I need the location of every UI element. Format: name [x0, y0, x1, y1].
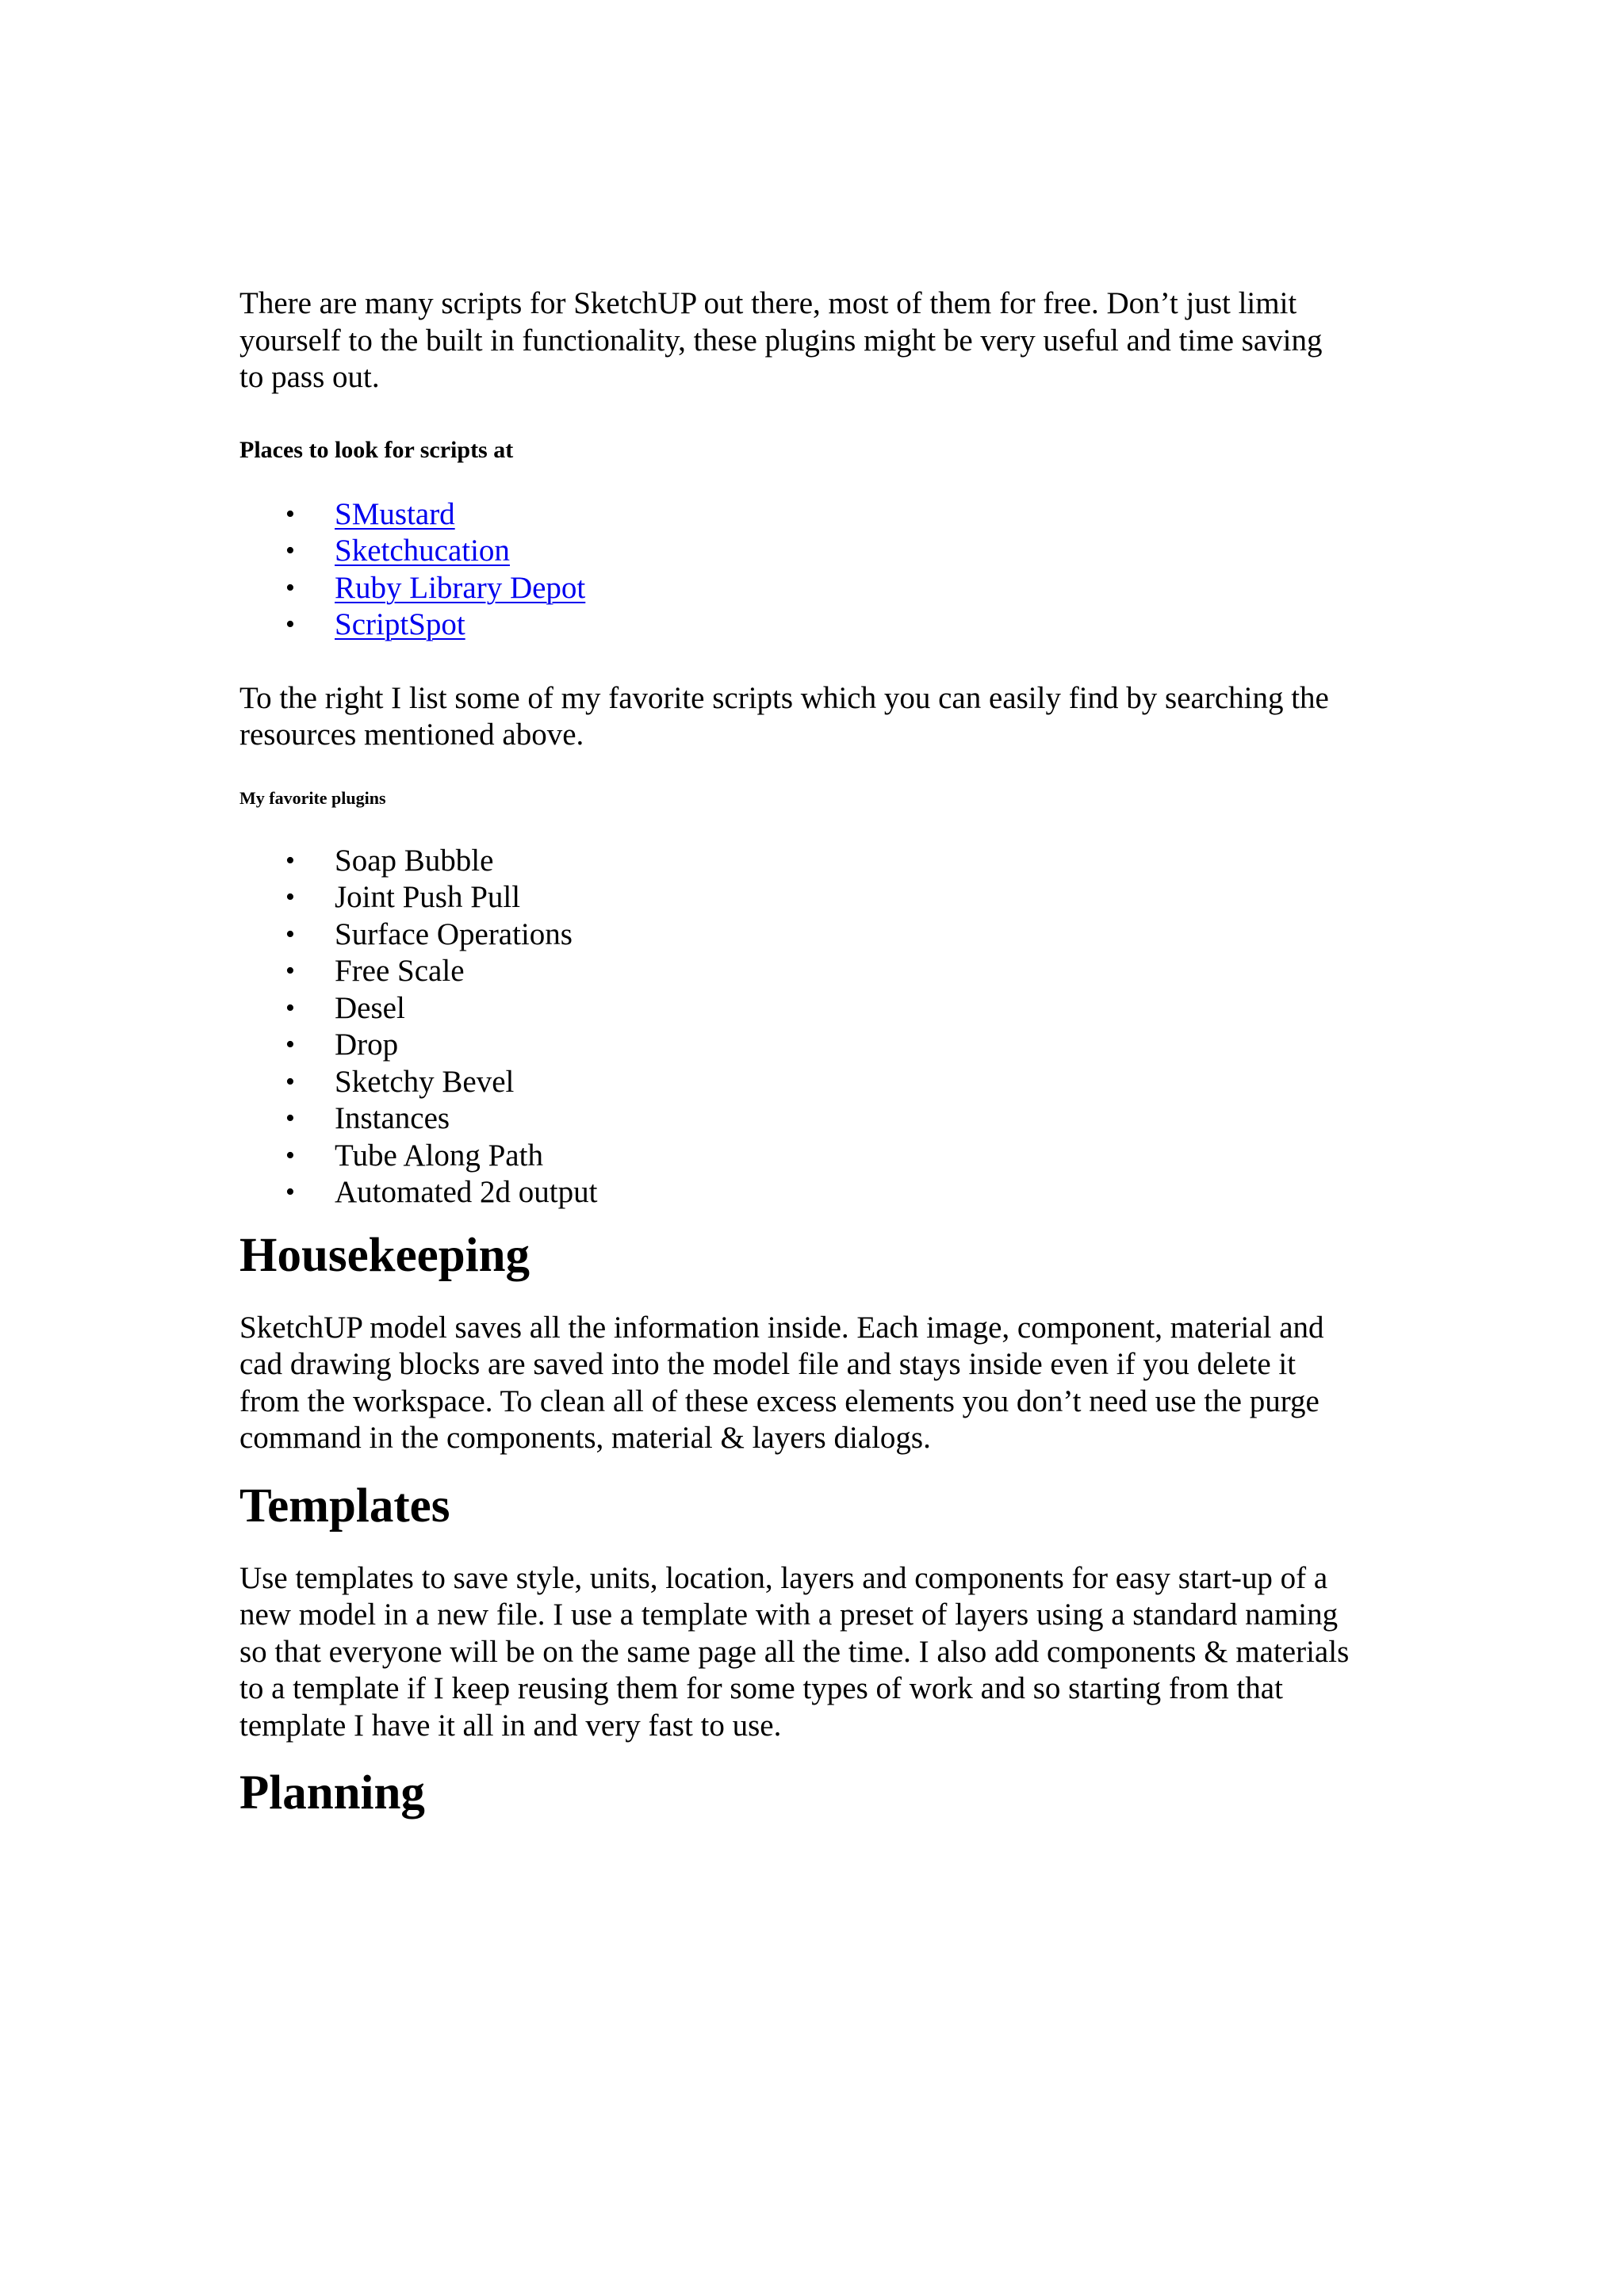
right-note-line: resources mentioned above.	[239, 718, 584, 752]
housekeeping-heading: Housekeeping	[239, 1228, 530, 1282]
link-smustard[interactable]: SMustard	[335, 496, 455, 531]
bullet-icon: •	[285, 572, 295, 603]
list-item	[239, 533, 1413, 570]
housekeeping-line: cad drawing blocks are saved into the model file and stays inside even if you delete it	[239, 1347, 1297, 1381]
housekeeping-paragraph	[239, 1310, 1413, 1457]
list-item	[239, 570, 1413, 607]
templates-line: to a template if I keep reusing them for some types of work and so starting from that	[239, 1671, 1283, 1705]
list-item	[239, 879, 1413, 916]
list-item	[239, 1174, 1413, 1211]
intro-line: There are many scripts for SketchUP out there, most of them for free. Don’t just limit	[239, 286, 1297, 320]
list-item	[239, 916, 1413, 954]
plugin-name: Soap Bubble	[335, 843, 494, 878]
plugin-name: Automated 2d output	[335, 1175, 598, 1209]
intro-paragraph	[239, 285, 1413, 396]
list-item	[239, 607, 1413, 644]
housekeeping-line: from the workspace. To clean all of these excess elements you don’t need use the purge	[239, 1383, 1320, 1418]
plugins-list	[239, 843, 1413, 1211]
plugin-name: Free Scale	[335, 954, 465, 988]
bullet-icon: •	[285, 536, 295, 565]
templates-line: Use templates to save style, units, location, layers and components for easy start-up of a	[239, 1560, 1328, 1595]
templates-line: new model in a new file. I use a template with a preset of layers using a standard naming	[239, 1598, 1339, 1632]
list-item	[239, 953, 1413, 990]
list-item	[239, 496, 1413, 534]
plugin-name: Sketchy Bevel	[335, 1064, 515, 1099]
bullet-icon: •	[285, 1177, 295, 1207]
plugin-name: Instances	[335, 1101, 450, 1135]
list-item	[239, 1138, 1413, 1175]
bullet-icon: •	[285, 610, 295, 639]
bullet-icon: •	[285, 1104, 295, 1133]
templates-paragraph	[239, 1560, 1413, 1745]
plugin-name: Joint Push Pull	[335, 880, 521, 914]
housekeeping-line: command in the components, material & layers dialogs.	[239, 1421, 931, 1455]
right-note-paragraph	[239, 680, 1413, 754]
document-page	[239, 285, 1413, 1822]
bullet-icon: •	[285, 956, 295, 985]
planning-heading: Planning	[239, 1766, 425, 1820]
plugin-name: Surface Operations	[335, 916, 573, 951]
places-heading: Places to look for scripts at	[239, 436, 514, 463]
templates-line: so that everyone will be on the same page all the time. I also add components & materials	[239, 1634, 1350, 1669]
list-item	[239, 990, 1413, 1027]
intro-line: yourself to the built in functionality, these plugins might be very useful and time saving	[239, 323, 1323, 358]
plugins-heading: My favorite plugins	[239, 787, 386, 808]
bullet-icon: •	[285, 919, 295, 949]
right-note-line: To the right I list some of my favorite scripts which you can easily find by searching the	[239, 680, 1329, 715]
list-item	[239, 1064, 1413, 1101]
templates-line: template I have it all in and very fast to use.	[239, 1708, 782, 1743]
bullet-icon: •	[285, 882, 295, 912]
bullet-icon: •	[285, 1140, 295, 1170]
link-sketchucation[interactable]: Sketchucation	[335, 534, 510, 568]
bullet-icon: •	[285, 499, 295, 529]
list-item	[239, 843, 1413, 880]
plugin-name: Desel	[335, 990, 405, 1025]
intro-line: to pass out.	[239, 360, 380, 394]
housekeeping-line: SketchUP model saves all the information inside. Each image, component, material and	[239, 1310, 1324, 1345]
plugin-name: Drop	[335, 1027, 399, 1062]
list-item	[239, 1027, 1413, 1064]
list-item	[239, 1100, 1413, 1138]
bullet-icon: •	[285, 1066, 295, 1096]
bullet-icon: •	[285, 1030, 295, 1059]
bullet-icon: •	[285, 845, 295, 875]
templates-heading: Templates	[239, 1479, 450, 1533]
places-link-list	[239, 496, 1413, 644]
link-scriptspot[interactable]: ScriptSpot	[335, 607, 465, 641]
link-ruby-library-depot[interactable]: Ruby Library Depot	[335, 570, 586, 605]
plugin-name: Tube Along Path	[335, 1138, 543, 1173]
bullet-icon: •	[285, 993, 295, 1023]
